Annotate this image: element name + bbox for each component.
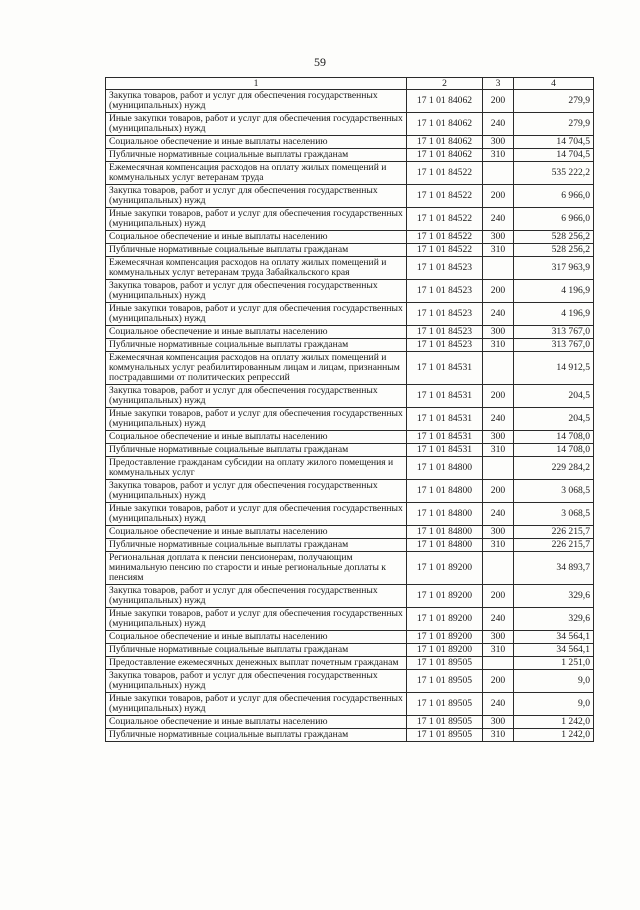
page-number: 59	[314, 55, 326, 69]
row-code-cell: 17 1 01 84522	[407, 162, 483, 185]
table-row	[106, 149, 594, 162]
row-sum-cell: 1 251,0	[514, 657, 594, 670]
row-name-cell: Иные закупки товаров, работ и услуг для обеспечения государственных (муниципальных) нужд	[106, 608, 407, 631]
row-name-cell: Публичные нормативные социальные выплаты гражданам	[106, 244, 407, 257]
row-name-cell: Публичные нормативные социальные выплаты гражданам	[106, 339, 407, 352]
row-sum-cell: 6 966,0	[514, 208, 594, 231]
row-code-cell: 17 1 01 84531	[407, 352, 483, 385]
row-code-cell: 17 1 01 89505	[407, 729, 483, 742]
row-name-cell: Социальное обеспечение и иные выплаты населению	[106, 136, 407, 149]
row-sum-cell: 4 196,9	[514, 280, 594, 303]
row-type-cell: 240	[483, 208, 514, 231]
table-row	[106, 90, 594, 113]
row-code-cell: 17 1 01 84522	[407, 231, 483, 244]
row-type-cell: 240	[483, 503, 514, 526]
table-row	[106, 408, 594, 431]
row-code-cell: 17 1 01 89505	[407, 693, 483, 716]
row-code-cell: 17 1 01 84062	[407, 149, 483, 162]
row-name-cell: Иные закупки товаров, работ и услуг для обеспечения государственных (муниципальных) нужд	[106, 208, 407, 231]
row-code-cell: 17 1 01 84800	[407, 539, 483, 552]
row-sum-cell: 9,0	[514, 693, 594, 716]
row-type-cell: 240	[483, 408, 514, 431]
row-type-cell: 310	[483, 539, 514, 552]
table-row	[106, 539, 594, 552]
row-name-cell: Предоставление ежемесячных денежных выплат почетным гражданам	[106, 657, 407, 670]
row-type-cell: 200	[483, 185, 514, 208]
row-sum-cell: 229 284,2	[514, 457, 594, 480]
table-row	[106, 503, 594, 526]
table-row	[106, 339, 594, 352]
row-type-cell: 300	[483, 716, 514, 729]
row-sum-cell: 14 912,5	[514, 352, 594, 385]
row-sum-cell: 528 256,2	[514, 231, 594, 244]
row-code-cell: 17 1 01 84522	[407, 185, 483, 208]
row-sum-cell: 317 963,9	[514, 257, 594, 280]
row-type-cell: 200	[483, 585, 514, 608]
row-type-cell	[483, 457, 514, 480]
row-sum-cell: 14 704,5	[514, 149, 594, 162]
table-row	[106, 585, 594, 608]
row-sum-cell: 1 242,0	[514, 729, 594, 742]
row-code-cell: 17 1 01 84062	[407, 90, 483, 113]
row-type-cell: 310	[483, 444, 514, 457]
row-code-cell: 17 1 01 89200	[407, 631, 483, 644]
row-code-cell: 17 1 01 89505	[407, 657, 483, 670]
table-row	[106, 729, 594, 742]
table-row	[106, 480, 594, 503]
row-sum-cell: 313 767,0	[514, 339, 594, 352]
row-name-cell: Социальное обеспечение и иные выплаты населению	[106, 326, 407, 339]
row-type-cell: 200	[483, 480, 514, 503]
row-name-cell: Закупка товаров, работ и услуг для обеспечения государственных (муниципальных) нужд	[106, 480, 407, 503]
budget-table	[105, 77, 594, 742]
table-row	[106, 136, 594, 149]
row-code-cell: 17 1 01 84800	[407, 480, 483, 503]
table-row	[106, 352, 594, 385]
row-sum-cell: 14 704,5	[514, 136, 594, 149]
table-row	[106, 716, 594, 729]
table-row	[106, 185, 594, 208]
row-name-cell: Предоставление гражданам субсидии на оплату жилого помещения и коммунальных услуг	[106, 457, 407, 480]
row-type-cell: 300	[483, 231, 514, 244]
row-code-cell: 17 1 01 84531	[407, 431, 483, 444]
row-type-cell	[483, 257, 514, 280]
row-name-cell: Публичные нормативные социальные выплаты гражданам	[106, 149, 407, 162]
row-name-cell: Публичные нормативные социальные выплаты гражданам	[106, 539, 407, 552]
row-code-cell: 17 1 01 89505	[407, 716, 483, 729]
row-code-cell: 17 1 01 84523	[407, 280, 483, 303]
row-code-cell: 17 1 01 89200	[407, 608, 483, 631]
table-row	[106, 280, 594, 303]
row-sum-cell: 329,6	[514, 585, 594, 608]
row-sum-cell: 34 564,1	[514, 644, 594, 657]
row-name-cell: Закупка товаров, работ и услуг для обеспечения государственных (муниципальных) нужд	[106, 185, 407, 208]
table-row	[106, 631, 594, 644]
row-code-cell: 17 1 01 84800	[407, 526, 483, 539]
row-code-cell: 17 1 01 84531	[407, 444, 483, 457]
column-header-code: 2	[407, 78, 483, 90]
row-sum-cell: 279,9	[514, 90, 594, 113]
row-code-cell: 17 1 01 84523	[407, 339, 483, 352]
table-row	[106, 608, 594, 631]
row-type-cell: 300	[483, 431, 514, 444]
row-type-cell	[483, 657, 514, 670]
row-sum-cell: 329,6	[514, 608, 594, 631]
row-sum-cell: 226 215,7	[514, 539, 594, 552]
table-row	[106, 644, 594, 657]
column-header-name: 1	[106, 78, 407, 90]
table-row	[106, 244, 594, 257]
table-row	[106, 444, 594, 457]
row-name-cell: Иные закупки товаров, работ и услуг для обеспечения государственных (муниципальных) нужд	[106, 693, 407, 716]
row-name-cell: Иные закупки товаров, работ и услуг для обеспечения государственных (муниципальных) нужд	[106, 113, 407, 136]
row-type-cell: 310	[483, 729, 514, 742]
row-sum-cell: 279,9	[514, 113, 594, 136]
row-code-cell: 17 1 01 84800	[407, 457, 483, 480]
table-row	[106, 457, 594, 480]
row-type-cell: 300	[483, 326, 514, 339]
row-name-cell: Ежемесячная компенсация расходов на оплату жилых помещений и коммунальных услуг реабилитированным лицам и лицам, признанным пострадавшими от политических репрессий	[106, 352, 407, 385]
row-type-cell: 310	[483, 149, 514, 162]
row-code-cell: 17 1 01 89505	[407, 670, 483, 693]
table-row	[106, 303, 594, 326]
row-name-cell: Закупка товаров, работ и услуг для обеспечения государственных (муниципальных) нужд	[106, 385, 407, 408]
table-row	[106, 526, 594, 539]
row-type-cell: 300	[483, 526, 514, 539]
row-type-cell: 240	[483, 113, 514, 136]
row-sum-cell: 34 893,7	[514, 552, 594, 585]
row-name-cell: Закупка товаров, работ и услуг для обеспечения государственных (муниципальных) нужд	[106, 670, 407, 693]
row-code-cell: 17 1 01 84523	[407, 326, 483, 339]
row-type-cell	[483, 352, 514, 385]
row-name-cell: Социальное обеспечение и иные выплаты населению	[106, 526, 407, 539]
row-type-cell: 310	[483, 644, 514, 657]
row-sum-cell: 3 068,5	[514, 480, 594, 503]
table-row	[106, 113, 594, 136]
row-sum-cell: 535 222,2	[514, 162, 594, 185]
header-row	[106, 78, 594, 90]
table-row	[106, 385, 594, 408]
row-name-cell: Иные закупки товаров, работ и услуг для обеспечения государственных (муниципальных) нужд	[106, 408, 407, 431]
row-name-cell: Публичные нормативные социальные выплаты гражданам	[106, 644, 407, 657]
table-row	[106, 326, 594, 339]
row-name-cell: Закупка товаров, работ и услуг для обеспечения государственных (муниципальных) нужд	[106, 585, 407, 608]
row-code-cell: 17 1 01 84531	[407, 385, 483, 408]
row-name-cell: Закупка товаров, работ и услуг для обеспечения государственных (муниципальных) нужд	[106, 90, 407, 113]
table-row	[106, 657, 594, 670]
row-sum-cell: 204,5	[514, 408, 594, 431]
row-sum-cell: 3 068,5	[514, 503, 594, 526]
row-code-cell: 17 1 01 89200	[407, 585, 483, 608]
row-name-cell: Социальное обеспечение и иные выплаты населению	[106, 716, 407, 729]
row-name-cell: Закупка товаров, работ и услуг для обеспечения государственных (муниципальных) нужд	[106, 280, 407, 303]
row-type-cell: 240	[483, 303, 514, 326]
row-name-cell: Ежемесячная компенсация расходов на оплату жилых помещений и коммунальных услуг ветеранам труда	[106, 162, 407, 185]
row-sum-cell: 9,0	[514, 670, 594, 693]
row-name-cell: Социальное обеспечение и иные выплаты населению	[106, 631, 407, 644]
table-row	[106, 257, 594, 280]
row-sum-cell: 14 708,0	[514, 431, 594, 444]
table-row	[106, 431, 594, 444]
row-name-cell: Социальное обеспечение и иные выплаты населению	[106, 431, 407, 444]
row-name-cell: Ежемесячная компенсация расходов на оплату жилых помещений и коммунальных услуг ветеранам труда Забайкальского края	[106, 257, 407, 280]
row-sum-cell: 14 708,0	[514, 444, 594, 457]
row-type-cell: 310	[483, 339, 514, 352]
row-code-cell: 17 1 01 84522	[407, 244, 483, 257]
row-sum-cell: 1 242,0	[514, 716, 594, 729]
table-row	[106, 162, 594, 185]
row-sum-cell: 313 767,0	[514, 326, 594, 339]
row-code-cell: 17 1 01 84062	[407, 136, 483, 149]
row-type-cell: 300	[483, 136, 514, 149]
row-sum-cell: 528 256,2	[514, 244, 594, 257]
row-sum-cell: 34 564,1	[514, 631, 594, 644]
row-name-cell: Иные закупки товаров, работ и услуг для обеспечения государственных (муниципальных) нужд	[106, 303, 407, 326]
row-code-cell: 17 1 01 84062	[407, 113, 483, 136]
table-row	[106, 552, 594, 585]
row-type-cell: 200	[483, 280, 514, 303]
row-type-cell: 310	[483, 244, 514, 257]
row-type-cell	[483, 162, 514, 185]
table-row	[106, 208, 594, 231]
row-code-cell: 17 1 01 84531	[407, 408, 483, 431]
row-code-cell: 17 1 01 84800	[407, 503, 483, 526]
row-name-cell: Публичные нормативные социальные выплаты гражданам	[106, 444, 407, 457]
table-row	[106, 693, 594, 716]
row-code-cell: 17 1 01 89200	[407, 552, 483, 585]
table-row	[106, 231, 594, 244]
row-type-cell: 200	[483, 90, 514, 113]
row-sum-cell: 204,5	[514, 385, 594, 408]
row-sum-cell: 226 215,7	[514, 526, 594, 539]
row-type-cell: 240	[483, 693, 514, 716]
row-type-cell: 240	[483, 608, 514, 631]
column-header-type: 3	[483, 78, 514, 90]
row-code-cell: 17 1 01 84523	[407, 257, 483, 280]
row-sum-cell: 6 966,0	[514, 185, 594, 208]
row-name-cell: Иные закупки товаров, работ и услуг для обеспечения государственных (муниципальных) нужд	[106, 503, 407, 526]
row-name-cell: Социальное обеспечение и иные выплаты населению	[106, 231, 407, 244]
row-type-cell	[483, 552, 514, 585]
row-sum-cell: 4 196,9	[514, 303, 594, 326]
table-row	[106, 670, 594, 693]
row-code-cell: 17 1 01 89200	[407, 644, 483, 657]
row-type-cell: 300	[483, 631, 514, 644]
row-code-cell: 17 1 01 84523	[407, 303, 483, 326]
row-name-cell: Публичные нормативные социальные выплаты гражданам	[106, 729, 407, 742]
column-header-sum: 4	[514, 78, 594, 90]
row-code-cell: 17 1 01 84522	[407, 208, 483, 231]
row-type-cell: 200	[483, 670, 514, 693]
row-name-cell: Региональная доплата к пенсии пенсионерам, получающим минимальную пенсию по старости и иные региональные доплаты к пенсиям	[106, 552, 407, 585]
row-type-cell: 200	[483, 385, 514, 408]
